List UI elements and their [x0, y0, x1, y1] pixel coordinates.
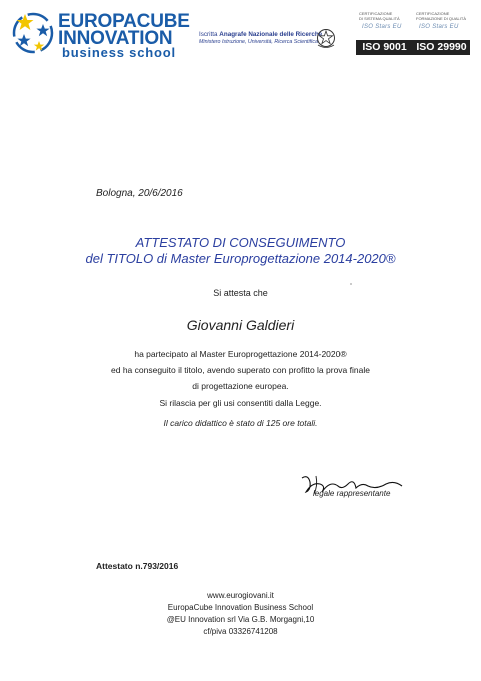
cert2-caption-line2: FORMAZIONE DI QUALITÀ — [416, 16, 467, 21]
certificate-subtitle: del TITOLO di Master Europrogettazione 2014-2020® — [85, 251, 396, 266]
footer-vat: cf/piva 03326741208 — [203, 627, 278, 636]
recipient-name: Giovanni Galdieri — [186, 317, 295, 333]
body-line-2: ed ha conseguito il titolo, avendo superato con profitto la prova finale — [111, 365, 370, 375]
footer-website: www.eurogiovani.it — [207, 591, 274, 600]
attests-text: Si attesta che — [213, 288, 268, 298]
certificate-number: Attestato n.793/2016 — [96, 561, 179, 571]
cert1-caption-line2: DI SISTEMA QUALITÀ — [359, 16, 400, 21]
brand-name-line3: business school — [62, 45, 176, 60]
brand-name-line2: INNOVATION — [58, 28, 173, 49]
body-line-3: di progettazione europea. — [192, 381, 289, 391]
footer-school: EuropaCube Innovation Business School — [167, 603, 314, 612]
body-line-1: ha partecipato al Master Europrogettazione 2014-2020® — [134, 349, 347, 359]
iso-29990-badge: ISO 29990 — [413, 40, 470, 55]
registry-name: Anagrafe Nazionale delle Ricerche — [219, 31, 323, 38]
italian-republic-emblem-icon — [315, 26, 337, 50]
registry-line — [199, 31, 322, 38]
issue-date: Bologna, 20/6/2016 — [96, 188, 183, 199]
legal-representative-label: legale rappresentante — [313, 489, 391, 498]
registry-prefix: Iscritta — [199, 31, 218, 38]
footer-address: @EU Innovation srl Via G.B. Morgagni,10 — [166, 615, 315, 624]
iso-9001-badge: ISO 9001 — [356, 40, 413, 55]
ministry-line: Ministero Istruzione, Università, Ricerca Scientifica — [199, 39, 318, 45]
cert2-isostars-logo: ISO Stars EU — [419, 24, 459, 30]
stray-dot — [350, 283, 352, 285]
body-line-4: Si rilascia per gli usi consentiti dalla Legge. — [159, 398, 322, 408]
europacube-star-logo-icon — [10, 10, 56, 56]
body-line-5: Il carico didattico è stato di 125 ore totali. — [163, 418, 318, 428]
cert1-caption-line1: CERTIFICAZIONE — [359, 11, 393, 16]
cert2-caption-line1: CERTIFICAZIONE — [416, 11, 450, 16]
cert1-isostars-logo: ISO Stars EU — [362, 24, 402, 30]
certificate-title: ATTESTATO DI CONSEGUIMENTO — [135, 235, 346, 250]
brand-name-line1: EUROPACUBE — [58, 11, 190, 32]
